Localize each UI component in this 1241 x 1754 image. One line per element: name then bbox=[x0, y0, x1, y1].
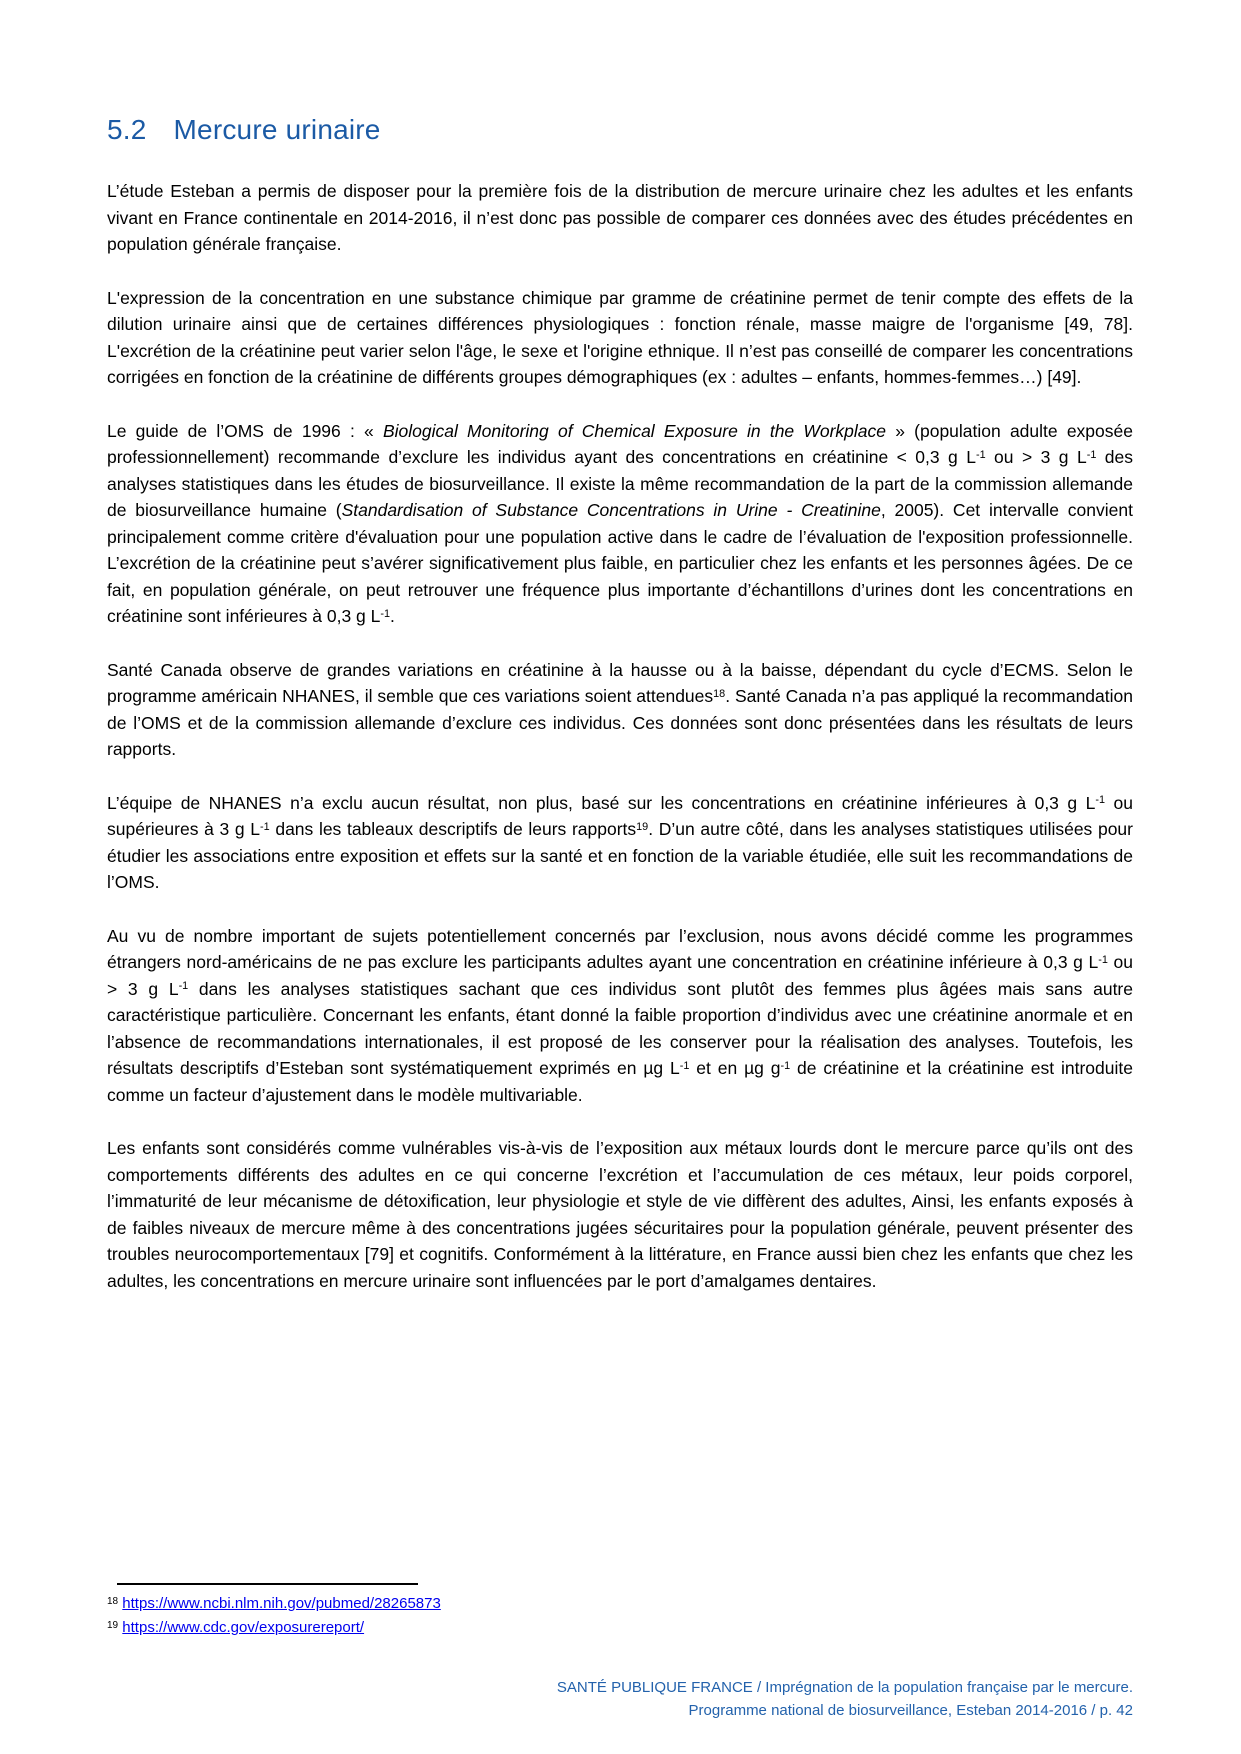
footnote-link[interactable]: https://www.ncbi.nlm.nih.gov/pubmed/28265873 bbox=[122, 1595, 441, 1612]
section-title: Mercure urinaire bbox=[173, 114, 381, 145]
footer-line-2: Programme national de biosurveillance, Esteban 2014-2016 / p. 42 bbox=[688, 1702, 1133, 1719]
body-paragraph: Le guide de l’OMS de 1996 : « Biological Monitoring of Chemical Exposure in the Workplace » (population adulte exposée professionnellement) recommande d’exclure les individus ayant des concentrations en créatinine < 0,3 g $L^{-1}$ ou > 3 g $L^{-1}$ des analyses statistiques dans les études de biosurveillance. Il existe la même recommandation de la part de la commission allemande de biosurveillance humaine (Standardisation of Substance Concentrations in Urine - Creatinine, 2005). Cet intervalle convient principalement comme critère d'évaluation pour une population active dans le cadre de l’évaluation de l'exposition professionnelle. L’excrétion de la créatinine peut s’avérer significativement plus faible, en particulier chez les enfants et les personnes âgées. De ce fait, en population générale, on peut retrouver une fréquence plus importante d’échantillons d’urines dont les concentrations en créatinine sont inférieures à 0,3 g $L^{-1}$. bbox=[107, 420, 1134, 626]
footnote-list bbox=[107, 1592, 807, 1640]
body-paragraphs bbox=[107, 178, 1133, 1294]
footnote-link[interactable]: https://www.cdc.gov/exposurereport/ bbox=[122, 1619, 365, 1636]
body-paragraph: L’équipe de NHANES n’a exclu aucun résultat, non plus, basé sur les concentrations en créatinine inférieures à 0,3 g $L^{-1}$ ou supérieures à 3 g $L^{-1}$ dans les tableaux descriptifs de leurs rapports$^{19}$. D’un autre côté, dans les analyses statistiques utilisées pour étudier les associations entre exposition et effets sur la santé et en fonction de la variable étudiée, elle suit les recommandations de l’OMS. bbox=[107, 792, 1133, 892]
body-paragraph: L'expression de la concentration en une substance chimique par gramme de créatinine permet de tenir compte des effets de la dilution urinaire ainsi que de certaines différences physiologiques : fonction rénale, masse maigre de l'organisme [49, 78]. L'excrétion de la créatinine peut varier selon l'âge, le sexe et l'origine ethnique. Il n’est pas conseillé de comparer les concentrations corrigées en fonction de la créatinine de différents groupes démographiques (ex : adultes – enfants, hommes-femmes…) [49]. bbox=[107, 287, 1133, 387]
footnote bbox=[107, 1616, 807, 1640]
body-paragraph: Les enfants sont considérés comme vulnérables vis-à-vis de l’exposition aux métaux lourds dont le mercure parce qu’ils ont des comportements différents des adultes en ce qui concerne l’excrétion et l’accumulation de ces métaux, leur poids corporel, l’immaturité de leur mécanisme de détoxification, leur physiologie et style de vie diffèrent des adultes, Ainsi, les enfants exposés à de faibles niveaux de mercure même à des concentrations jugées sécuritaires pour la population générale, peuvent présenter des troubles neurocomportementaux [79] et cognitifs. Conformément à la littérature, en France aussi bien chez les enfants que chez les adultes, les concentrations en mercure urinaire sont influencées par le port d’amalgames dentaires. bbox=[107, 1138, 1133, 1291]
footnote bbox=[107, 1592, 807, 1616]
footnotes-section bbox=[107, 1583, 807, 1640]
page-content bbox=[107, 0, 1133, 1321]
section-heading bbox=[107, 113, 1133, 147]
page-footer bbox=[557, 1676, 1133, 1722]
body-paragraph: L’étude Esteban a permis de disposer pour la première fois de la distribution de mercure urinaire chez les adultes et les enfants vivant en France continentale en 2014-2016, il n’est donc pas possible de comparer ces données avec des études précédentes en population générale française. bbox=[107, 181, 1133, 254]
footnote-marker: 18 bbox=[107, 1595, 119, 1607]
footer-line-1: SANTÉ PUBLIQUE FRANCE / Imprégnation de la population française par le mercure. bbox=[556, 1679, 1133, 1696]
body-paragraph: Santé Canada observe de grandes variations en créatinine à la hausse ou à la baisse, dépendant du cycle d’ECMS. Selon le programme américain NHANES, il semble que ces variations soient attendues$^{18}$. Santé Canada n’a pas appliqué la recommandation de l’OMS et de la commission allemande d’exclure ces individus. Ces données sont donc présentées dans les résultats de leurs rapports. bbox=[107, 659, 1133, 759]
body-paragraph: Au vu de nombre important de sujets potentiellement concernés par l’exclusion, nous avons décidé comme les programmes étrangers nord-américains de ne pas exclure les participants adultes ayant une concentration en créatinine inférieure à 0,3 g $L^{-1}$ ou > 3 g $L^{-1}$ dans les analyses statistiques sachant que ces individus sont plutôt des femmes plus âgées mais sans autre caractéristique particulière. Concernant les enfants, étant donné la faible proportion d’individus avec une créatinine anormale et en l’absence de recommandations internationales, il est proposé de les conserver pour la réalisation des analyses. Toutefois, les résultats descriptifs d’Esteban sont systématiquement exprimés en µg $L^{-1}$ et en µg $g^{-1}$ de créatinine et la créatinine est introduite comme un facteur d’ajustement dans le modèle multivariable. bbox=[107, 925, 1134, 1105]
section-number: 5.2 bbox=[107, 114, 147, 145]
footnote-marker: 19 bbox=[107, 1619, 119, 1631]
footnote-divider bbox=[117, 1583, 418, 1585]
